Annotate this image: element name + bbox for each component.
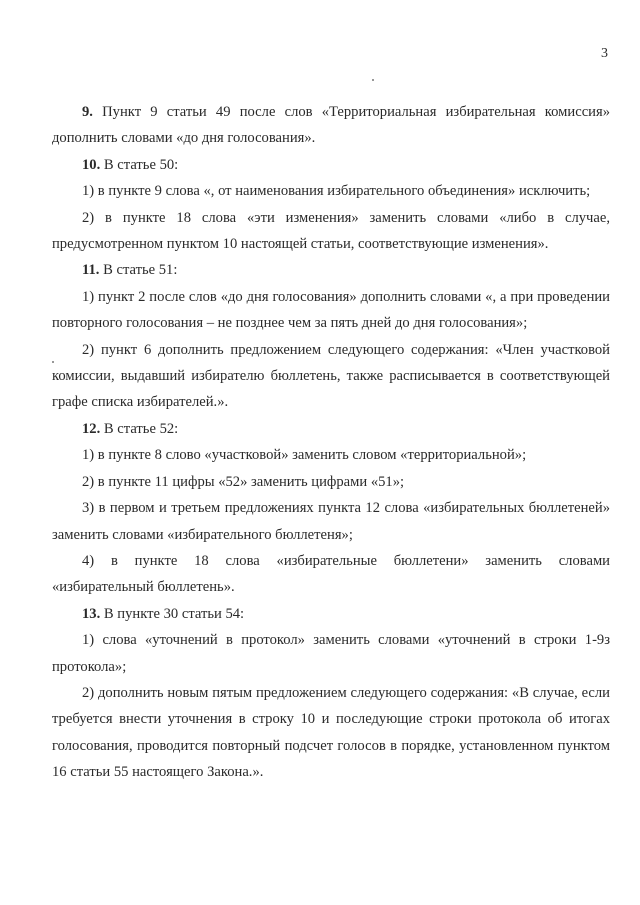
page-number: 3	[601, 46, 608, 61]
item-11-heading	[52, 257, 610, 283]
item-10-heading	[52, 152, 610, 178]
item-text: В статье 51:	[99, 262, 178, 279]
paragraph: 4) в пункте 18 слова «избирательные бюллетени» заменить словами «избирательный бюллетень».	[52, 552, 610, 596]
paragraph: 1) слова «уточнений в протокол» заменить словами «уточнений в строки 1-9з протокола»;	[52, 632, 610, 675]
paragraph: 2) в пункте 18 слова «эти изменения» заменить словами «либо в случае, предусмотренном пунктом 10 настоящей статьи, соответствующие изменения».	[52, 209, 610, 253]
item-number: 9.	[82, 104, 93, 120]
item-text: В статье 50:	[100, 156, 179, 173]
item-text: В пункте 30 статьи 54:	[100, 605, 245, 622]
item-text: В статье 52:	[100, 420, 179, 437]
paragraph: 2) пункт 6 дополнить предложением следующего содержания: «Член участковой комиссии, выдавший избирателю бюллетень, также расписывается в соответствующей графе списка избирателей.».	[52, 341, 610, 411]
item-number: 11.	[82, 262, 100, 279]
scan-speck	[372, 79, 374, 81]
item-text: Пункт 9 статьи 49 после слов «Территориальная избирательная комиссия» дополнить словами «до дня голосования».	[52, 104, 610, 147]
item-number: 10.	[82, 156, 101, 173]
paragraph: 2) дополнить новым пятым предложением следующего содержания: «В случае, если требуется внести уточнения в строку 10 и последующие строки протокола об итогах голосования, проводится повторный подсчет голосов в порядке, установленном пунктом 16 статьи 55 настоящего Закона.».	[52, 684, 610, 781]
item-number: 12.	[82, 420, 101, 437]
paragraph: 2) в пункте 11 цифры «52» заменить цифрами «51»;	[82, 473, 405, 490]
item-9	[52, 99, 610, 152]
paragraph: 1) в пункте 9 слова «, от наименования избирательного объединения» исключить;	[82, 183, 591, 200]
item-number: 13.	[82, 605, 101, 622]
paragraph: 1) в пункте 8 слово «участковой» заменить словом «территориальной»;	[82, 447, 527, 464]
item-13-heading	[52, 601, 610, 627]
paragraph: 1) пункт 2 после слов «до дня голосования» дополнить словами «, а при проведении повторного голосования – не позднее чем за пять дней до дня голосования»;	[52, 288, 610, 332]
item-12-heading	[52, 416, 610, 442]
paragraph: 3) в первом и третьем предложениях пункта 12 слова «избирательных бюллетеней» заменить словами «избирательного бюллетеня»;	[52, 500, 610, 543]
document-body	[52, 99, 610, 786]
